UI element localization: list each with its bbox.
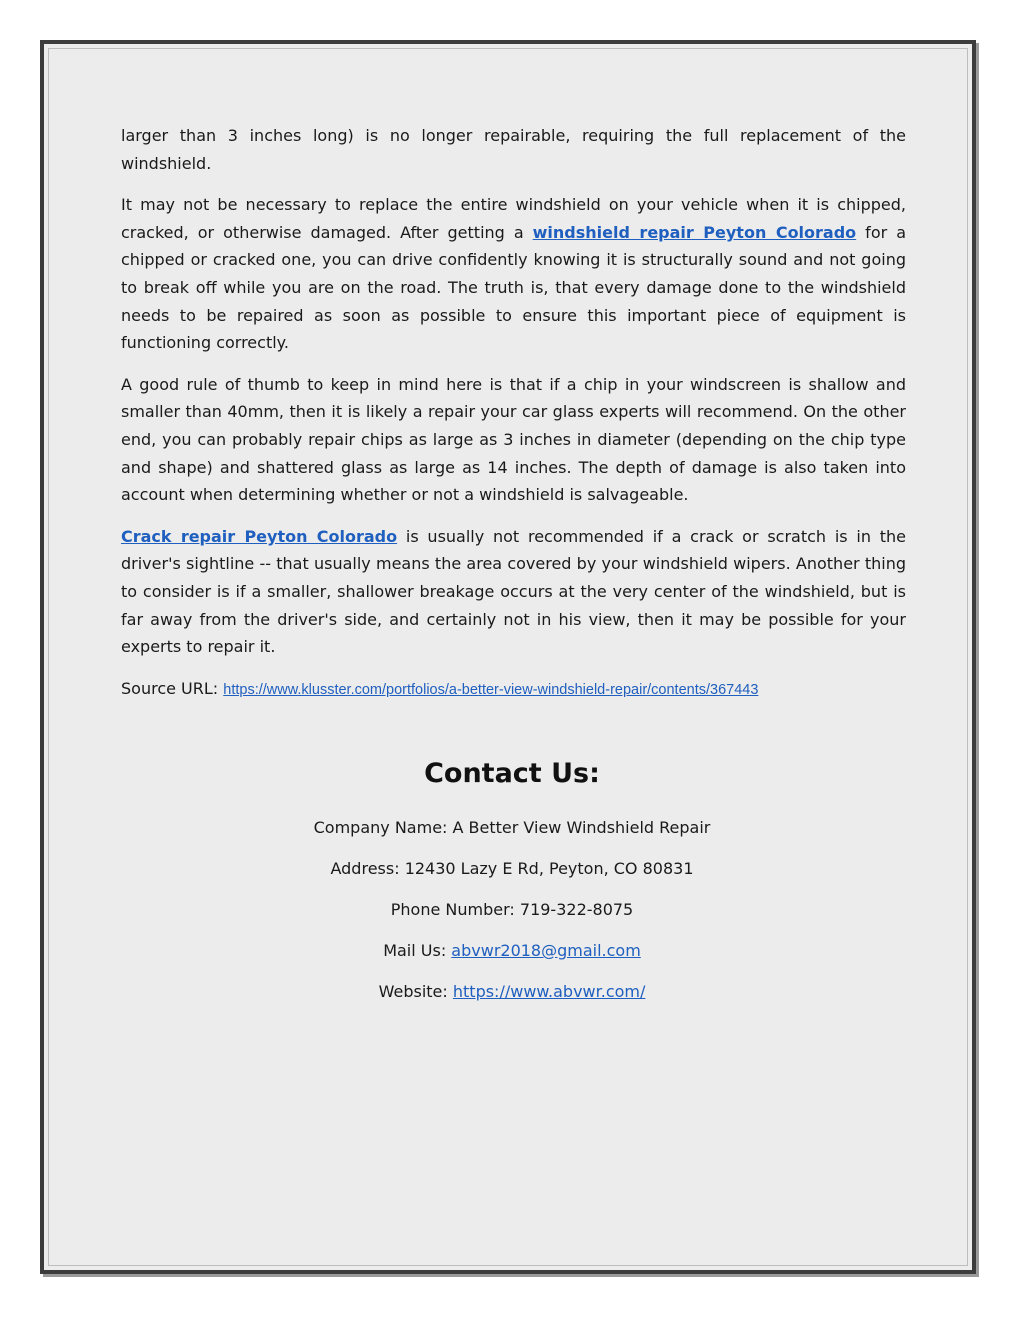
paragraph-2-text-end: for a chipped or cracked one, you can drive confidently knowing it is structurally sound and not going to break off while you are on the road. The truth is, that every damage done to the windshield needs to be repaired as soon as possible to ensure this important piece of equipment is functioning correctly.	[121, 222, 906, 353]
paragraph-2-text-start: It may not be necessary to replace the entire windshield on your vehicle when it is chipped, cracked, or otherwise damaged. After getting a	[121, 195, 906, 242]
contact-title: Contact Us:	[424, 758, 600, 789]
mail-line	[44, 941, 980, 960]
website-line	[44, 982, 980, 1001]
phone-label: Phone Number:	[390, 900, 520, 919]
company-name-line	[44, 818, 980, 837]
source-url-link[interactable]: https://www.klusster.com/portfolios/a-better-view-windshield-repair/contents/367443	[223, 681, 759, 698]
website-label: Website:	[378, 982, 453, 1001]
email-link[interactable]: abvwr2018@gmail.com	[451, 941, 641, 960]
company-label: Company Name:	[313, 818, 453, 837]
windshield-repair-link[interactable]: windshield repair Peyton Colorado	[532, 222, 857, 242]
source-label: Source URL:	[121, 678, 224, 698]
paragraph-4-text: is usually not recommended if a crack or scratch is in the driver's sightline -- that usually means the area covered by your windshield wipers. Another thing to consider is if a smaller, shallower breakage occurs at the very center of the windshield, but is far away from the driver's side, and certainly not in his view, then it may be possible for your experts to repair it.	[121, 526, 907, 657]
source-line	[121, 675, 906, 705]
mail-label: Mail Us:	[383, 941, 452, 960]
phone-line	[44, 900, 980, 919]
crack-repair-link[interactable]: Crack repair Peyton Colorado	[121, 526, 398, 546]
phone-value: 719-322-8075	[519, 900, 634, 919]
address-label: Address:	[330, 859, 405, 878]
company-name: A Better View Windshield Repair	[452, 818, 711, 837]
address-line	[44, 859, 980, 878]
address-value: 12430 Lazy E Rd, Peyton, CO 80831	[404, 859, 694, 878]
paragraph-1: larger than 3 inches long) is no longer repairable, requiring the full replacement of the windshield.	[121, 126, 906, 173]
paragraph-4	[121, 523, 906, 661]
document-body	[121, 122, 906, 704]
website-link[interactable]: https://www.abvwr.com/	[452, 982, 646, 1001]
page-frame	[40, 40, 976, 1274]
paragraph-2	[121, 191, 906, 357]
paragraph-3: A good rule of thumb to keep in mind here is that if a chip in your windscreen is shallow and smaller than 40mm, then it is likely a repair your car glass experts will recommend. On the other end, you can probably repair chips as large as 3 inches in diameter (depending on the chip type and shape) and shattered glass as large as 14 inches. The depth of damage is also taken into account when determining whether or not a windshield is salvageable.	[121, 374, 906, 505]
